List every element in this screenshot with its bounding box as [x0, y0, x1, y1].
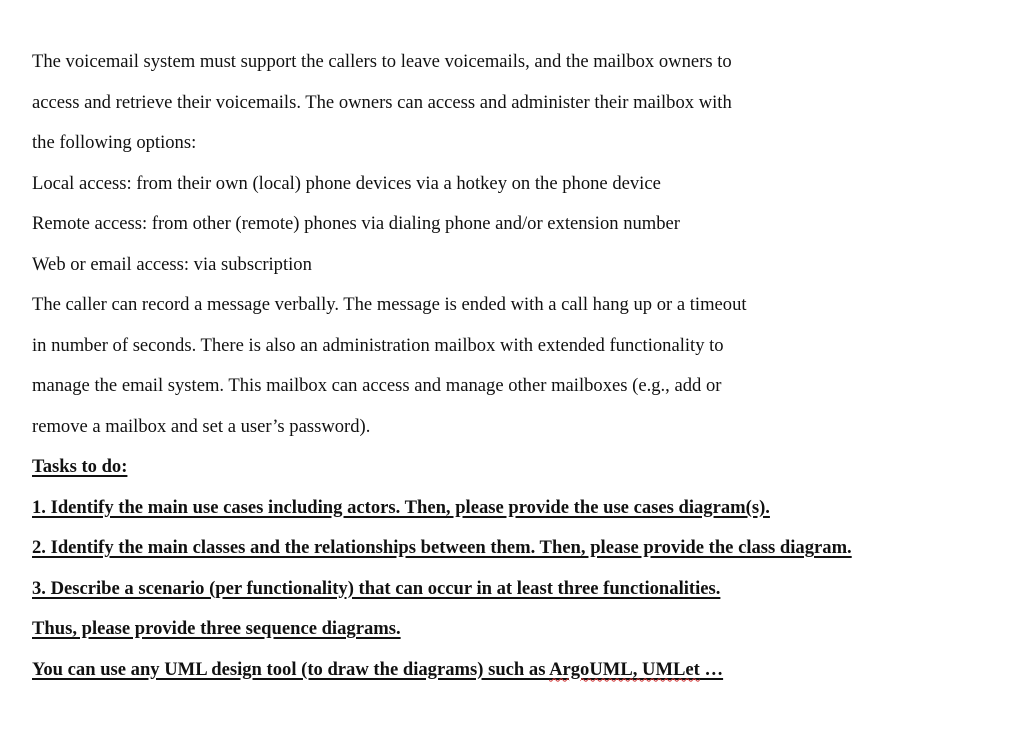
task-3-continuation: Thus, please provide three sequence diagrams.: [32, 618, 401, 639]
paragraph-line-3: the following options:: [32, 132, 197, 153]
uml-tools-names: [549, 659, 700, 680]
uml-tools-line: [32, 655, 1012, 696]
uml-tools-suffix: …: [699, 658, 724, 680]
option-local-access: Local access: from their own (local) phone devices via a hotkey on the phone device: [32, 172, 661, 194]
paragraph-line-10: remove a mailbox and set a user’s password).: [32, 415, 371, 437]
document-page: [32, 47, 1012, 695]
paragraph-line-7: The caller can record a message verbally. The message is ended with a call hang up or a timeout: [32, 294, 747, 315]
paragraph-line-9: manage the email system. This mailbox can access and manage other mailboxes (e.g., add or: [32, 375, 722, 396]
uml-tools-prefix: You can use any UML design tool (to draw the diagrams) such as: [32, 658, 550, 680]
task-2: 2. Identify the main classes and the relationships between them. Then, please provide the class diagram.: [32, 537, 852, 558]
paragraph-line-2: access and retrieve their voicemails. The owners can access and administer their mailbox with: [32, 91, 732, 113]
paragraph-line-8: in number of seconds. There is also an administration mailbox with extended functionality to: [32, 334, 724, 356]
spellcheck-underlined-tools: ArgoUML, UMLet: [549, 658, 700, 680]
task-3: 3. Describe a scenario (per functionality) that can occur in at least three functionalities.: [32, 577, 721, 599]
option-web-email-access: Web or email access: via subscription: [32, 253, 312, 275]
paragraph-line-1: The voicemail system must support the callers to leave voicemails, and the mailbox owners to: [32, 51, 732, 72]
task-1: 1. Identify the main use cases including actors. Then, please provide the use cases diagram(s).: [32, 496, 770, 518]
option-remote-access: Remote access: from other (remote) phones via dialing phone and/or extension number: [32, 213, 681, 234]
tasks-heading: Tasks to do:: [32, 456, 128, 477]
